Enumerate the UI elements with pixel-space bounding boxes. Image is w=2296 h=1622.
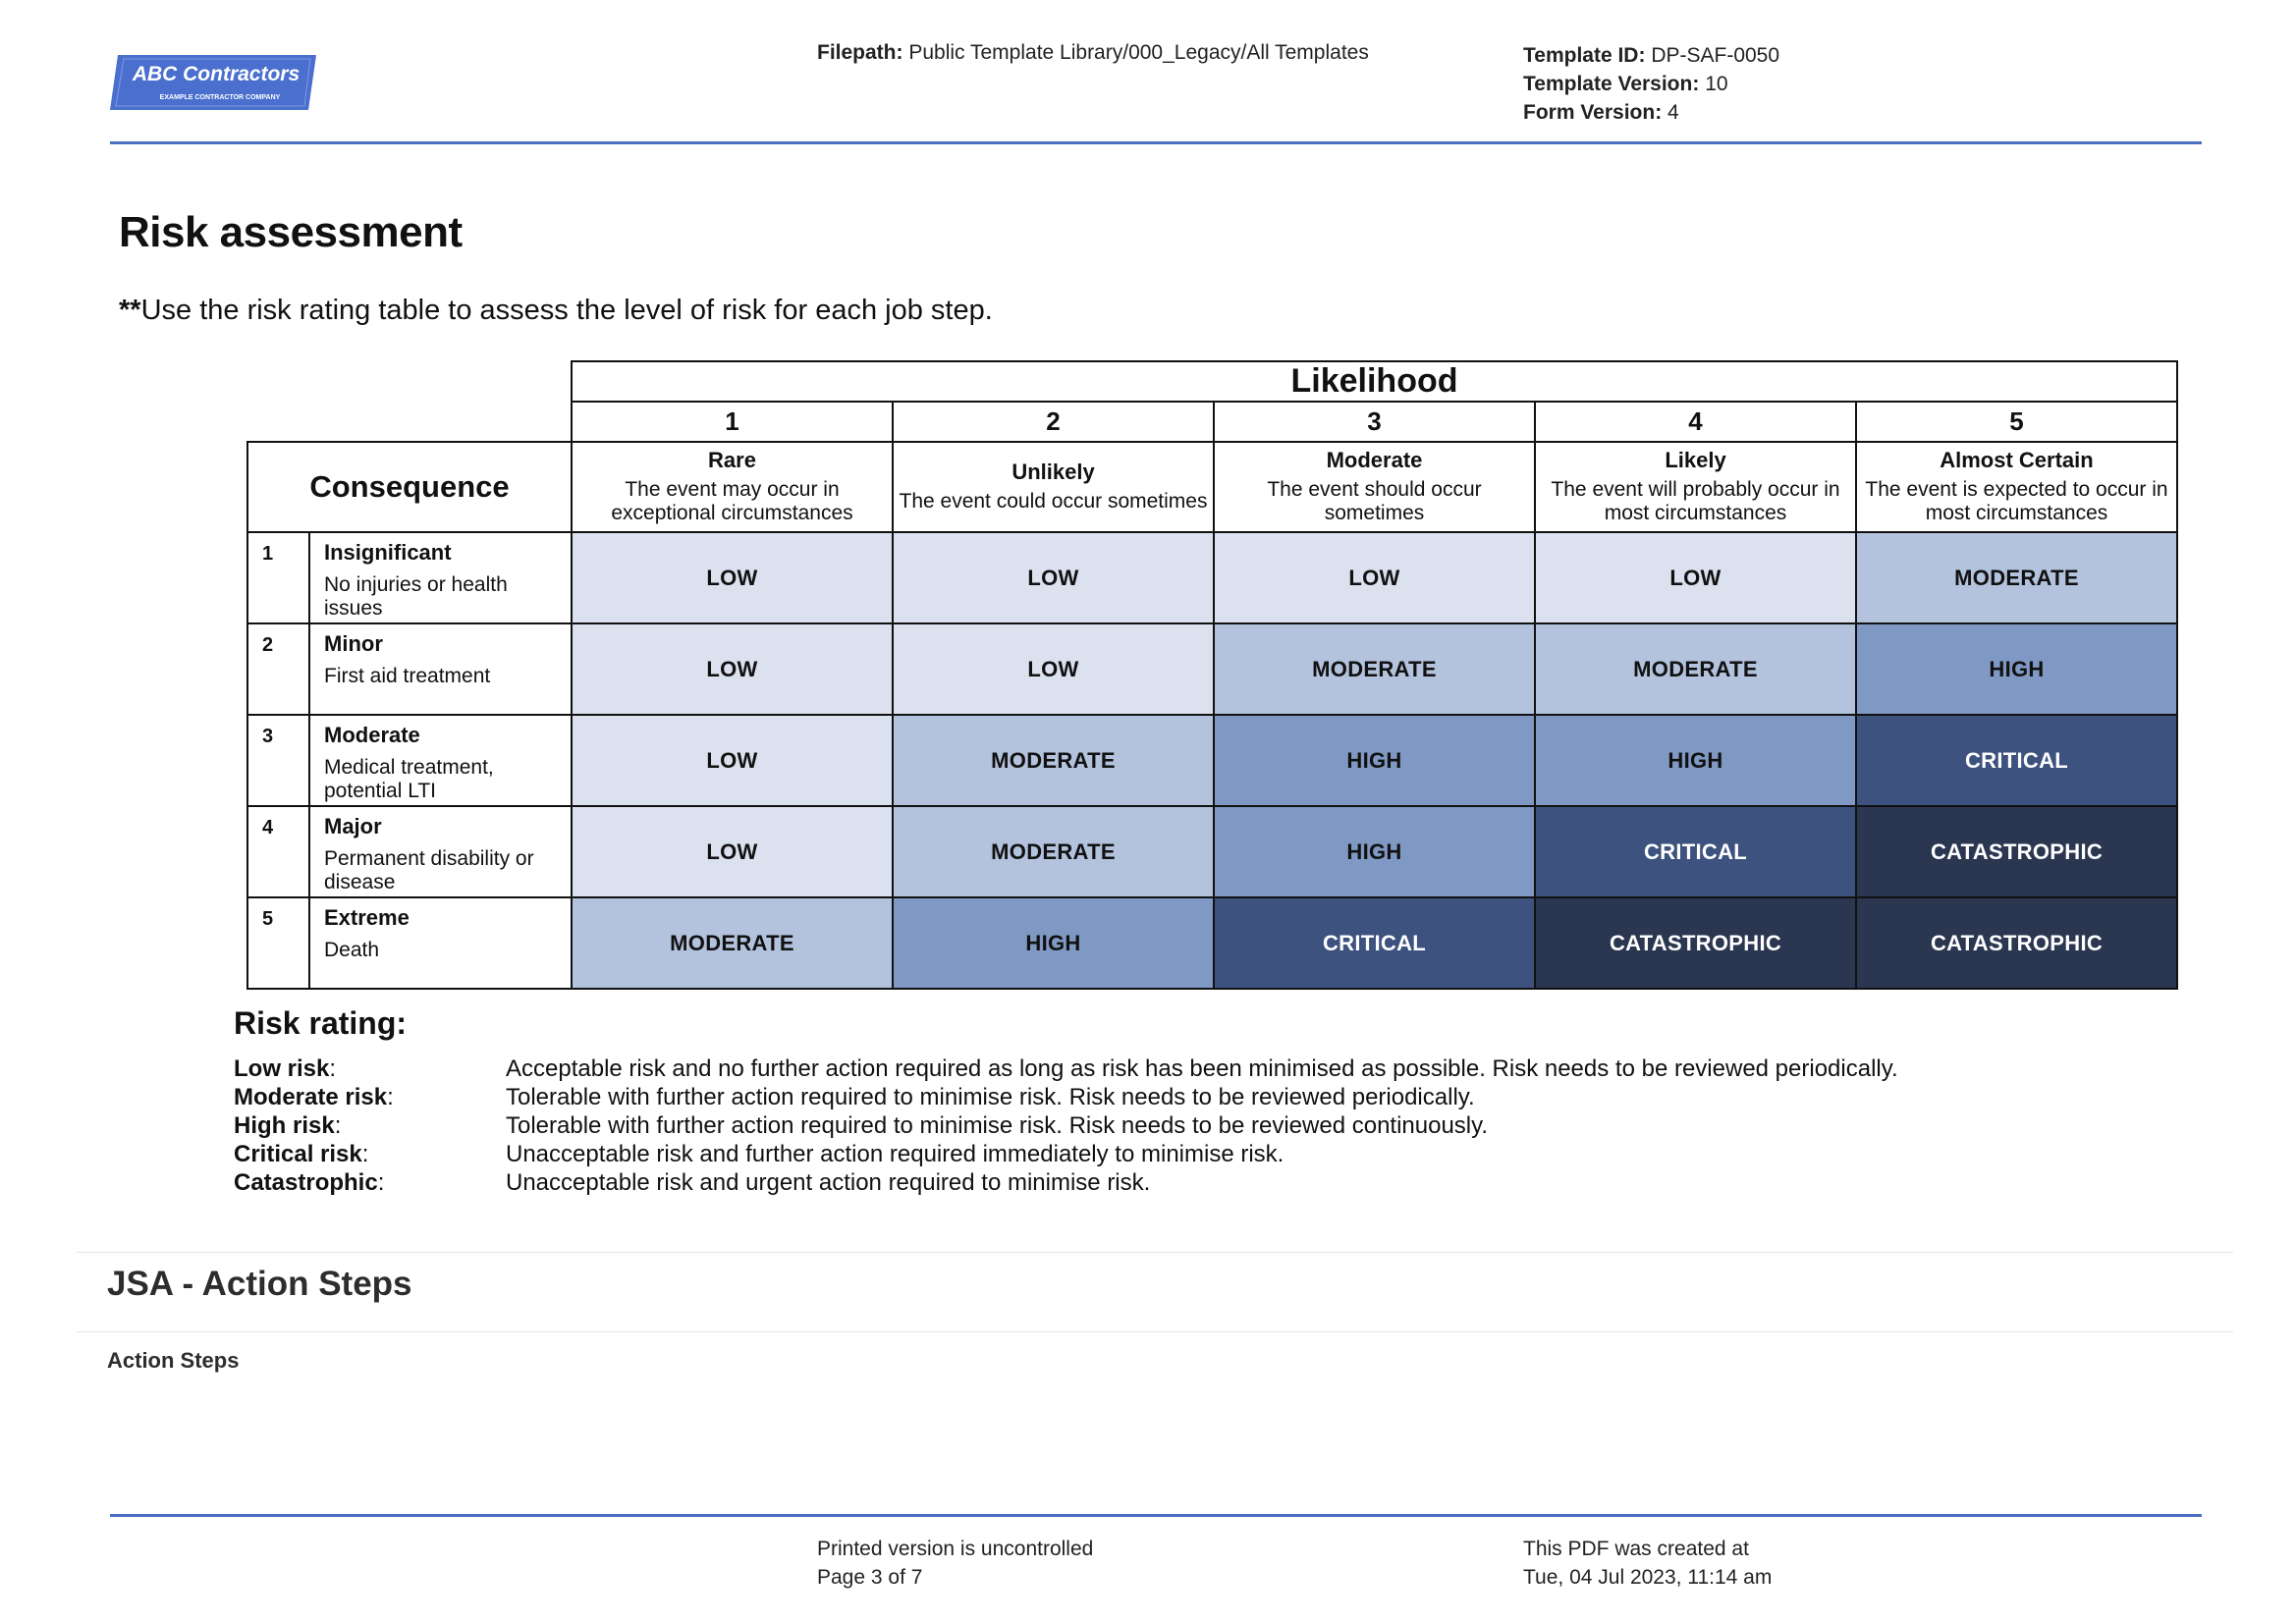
likelihood-number: 1: [572, 402, 893, 442]
likelihood-description-row: [247, 442, 2177, 532]
uncontrolled-note: Printed version is uncontrolled: [817, 1538, 1094, 1560]
logo-tagline: EXAMPLE CONTRACTOR COMPANY: [159, 94, 281, 101]
likelihood-description: [893, 442, 1214, 532]
section-divider: [77, 1252, 2233, 1253]
consequence-name: Moderate: [324, 723, 420, 747]
consequence-row: [247, 623, 2177, 715]
footer-right: [1523, 1535, 1772, 1592]
risk-level-cell: LOW: [893, 532, 1214, 623]
risk-level-cell: MODERATE: [893, 806, 1214, 897]
risk-level-cell: HIGH: [893, 897, 1214, 989]
header-divider: [110, 141, 2202, 144]
risk-rating-row: [234, 1140, 1898, 1168]
consequence-name: Minor: [324, 631, 383, 656]
risk-level-cell: LOW: [1214, 532, 1535, 623]
likelihood-number: 3: [1214, 402, 1535, 442]
consequence-name: Major: [324, 814, 382, 838]
likelihood-name: Rare: [708, 448, 756, 472]
likelihood-desc-text: The event should occur sometimes: [1267, 478, 1482, 524]
risk-level-cell: HIGH: [1535, 715, 1856, 806]
consequence-row: [247, 806, 2177, 897]
likelihood-number: 4: [1535, 402, 1856, 442]
risk-level-cell: LOW: [893, 623, 1214, 715]
risk-level-cell: HIGH: [1856, 623, 2177, 715]
risk-level-cell: HIGH: [1214, 806, 1535, 897]
jsa-section-title: JSA - Action Steps: [107, 1265, 412, 1303]
instruction-prefix: **: [119, 295, 141, 326]
risk-matrix: [246, 360, 2178, 990]
risk-rating-row: [234, 1168, 1898, 1197]
created-timestamp: Tue, 04 Jul 2023, 11:14 am: [1523, 1566, 1773, 1589]
likelihood-title: Likelihood: [572, 361, 2177, 402]
consequence-number: 5: [247, 897, 309, 989]
risk-rating-title: Risk rating:: [234, 1005, 408, 1041]
consequence-desc: Medical treatment, potential LTI: [324, 756, 494, 802]
consequence-number: 1: [247, 532, 309, 623]
consequence-row: [247, 532, 2177, 623]
risk-instruction: [119, 295, 993, 327]
likelihood-description: [1856, 442, 2177, 532]
likelihood-desc-text: The event could occur sometimes: [899, 490, 1208, 513]
risk-rating-label-wrap: Moderate risk:: [234, 1084, 394, 1110]
template-info: [1523, 41, 1779, 127]
risk-rating-text: Unacceptable risk and urgent action required to minimise risk.: [506, 1169, 1151, 1196]
consequence-number: 2: [247, 623, 309, 715]
form-version-value: 4: [1667, 101, 1679, 124]
risk-level-cell: LOW: [1535, 532, 1856, 623]
company-logo: [110, 55, 316, 110]
likelihood-desc-text: The event may occur in exceptional circumstances: [611, 478, 853, 524]
template-version-value: 10: [1705, 73, 1728, 95]
footer-divider: [110, 1514, 2202, 1517]
risk-level-cell: LOW: [572, 715, 893, 806]
consequence-cell: [309, 532, 572, 623]
filepath-label: Filepath:: [817, 41, 903, 64]
form-version-label: Form Version:: [1523, 101, 1663, 124]
risk-level-cell: CRITICAL: [1535, 806, 1856, 897]
template-version-label: Template Version:: [1523, 73, 1700, 95]
risk-level-cell: HIGH: [1214, 715, 1535, 806]
matrix-corner: [247, 361, 572, 442]
risk-level-cell: CATASTROPHIC: [1856, 806, 2177, 897]
risk-rating-list: [234, 1054, 1898, 1197]
likelihood-number: 2: [893, 402, 1214, 442]
risk-assessment-title: Risk assessment: [119, 208, 463, 256]
consequence-row: [247, 897, 2177, 989]
risk-rating-label: Low risk: [234, 1055, 330, 1082]
consequence-row: [247, 715, 2177, 806]
likelihood-name: Moderate: [1326, 448, 1423, 472]
consequence-cell: [309, 806, 572, 897]
risk-rating-row: [234, 1111, 1898, 1140]
risk-rating-label: Moderate risk: [234, 1084, 388, 1110]
risk-rating-text: Acceptable risk and no further action required as long as risk has been minimised as possible. Risk needs to be reviewed periodically.: [506, 1055, 1898, 1082]
instruction-text: Use the risk rating table to assess the level of risk for each job step.: [140, 295, 993, 326]
risk-rating-label-wrap: Critical risk:: [234, 1141, 369, 1167]
risk-level-cell: CATASTROPHIC: [1535, 897, 1856, 989]
consequence-number: 4: [247, 806, 309, 897]
risk-level-cell: MODERATE: [893, 715, 1214, 806]
page-number: Page 3 of 7: [817, 1566, 923, 1589]
likelihood-name: Likely: [1665, 448, 1726, 472]
consequence-cell: [309, 715, 572, 806]
logo-name: ABC Contractors: [132, 63, 301, 85]
consequence-cell: [309, 623, 572, 715]
risk-level-cell: LOW: [572, 532, 893, 623]
risk-rating-label-wrap: High risk:: [234, 1112, 342, 1139]
risk-level-cell: MODERATE: [572, 897, 893, 989]
risk-rating-row: [234, 1054, 1898, 1083]
risk-rating-label: High risk: [234, 1112, 335, 1139]
created-label: This PDF was created at: [1523, 1538, 1749, 1560]
likelihood-description: [1535, 442, 1856, 532]
risk-rating-text: Tolerable with further action required to minimise risk. Risk needs to be reviewed periodically.: [506, 1084, 1475, 1110]
risk-level-cell: CATASTROPHIC: [1856, 897, 2177, 989]
filepath-value: Public Template Library/000_Legacy/All Templates: [908, 41, 1369, 64]
consequence-name: Insignificant: [324, 540, 452, 565]
consequence-desc: No injuries or health issues: [324, 573, 508, 620]
risk-level-cell: MODERATE: [1214, 623, 1535, 715]
consequence-desc: First aid treatment: [324, 665, 491, 687]
risk-rating-text: Unacceptable risk and further action required immediately to minimise risk.: [506, 1141, 1285, 1167]
likelihood-number: 5: [1856, 402, 2177, 442]
matrix-body: [247, 532, 2177, 989]
action-steps-label: Action Steps: [107, 1348, 240, 1373]
likelihood-desc-text: The event is expected to occur in most circumstances: [1865, 478, 2168, 524]
risk-level-cell: CRITICAL: [1856, 715, 2177, 806]
risk-rating-label-wrap: Catastrophic:: [234, 1169, 385, 1196]
footer-left: [817, 1535, 1093, 1592]
risk-rating-label-wrap: Low risk:: [234, 1055, 337, 1082]
consequence-desc: Death: [324, 939, 380, 961]
section-divider: [77, 1331, 2233, 1332]
risk-rating-row: [234, 1083, 1898, 1111]
likelihood-desc-text: The event will probably occur in most circumstances: [1551, 478, 1840, 524]
likelihood-description: [572, 442, 893, 532]
consequence-name: Extreme: [324, 905, 410, 930]
likelihood-name: Almost Certain: [1940, 448, 2094, 472]
risk-rating-text: Tolerable with further action required to minimise risk. Risk needs to be reviewed continuously.: [506, 1112, 1489, 1139]
consequence-title: Consequence: [247, 442, 572, 532]
template-id-value: DP-SAF-0050: [1651, 44, 1780, 67]
risk-level-cell: LOW: [572, 806, 893, 897]
likelihood-name: Unlikely: [1011, 460, 1095, 484]
consequence-desc: Permanent disability or disease: [324, 847, 534, 893]
consequence-cell: [309, 897, 572, 989]
likelihood-description: [1214, 442, 1535, 532]
template-id-label: Template ID:: [1523, 44, 1646, 67]
consequence-number: 3: [247, 715, 309, 806]
risk-level-cell: LOW: [572, 623, 893, 715]
risk-level-cell: CRITICAL: [1214, 897, 1535, 989]
risk-level-cell: MODERATE: [1535, 623, 1856, 715]
risk-rating-label: Critical risk: [234, 1141, 362, 1167]
risk-rating-label: Catastrophic: [234, 1169, 378, 1196]
risk-level-cell: MODERATE: [1856, 532, 2177, 623]
filepath: [817, 41, 1369, 65]
